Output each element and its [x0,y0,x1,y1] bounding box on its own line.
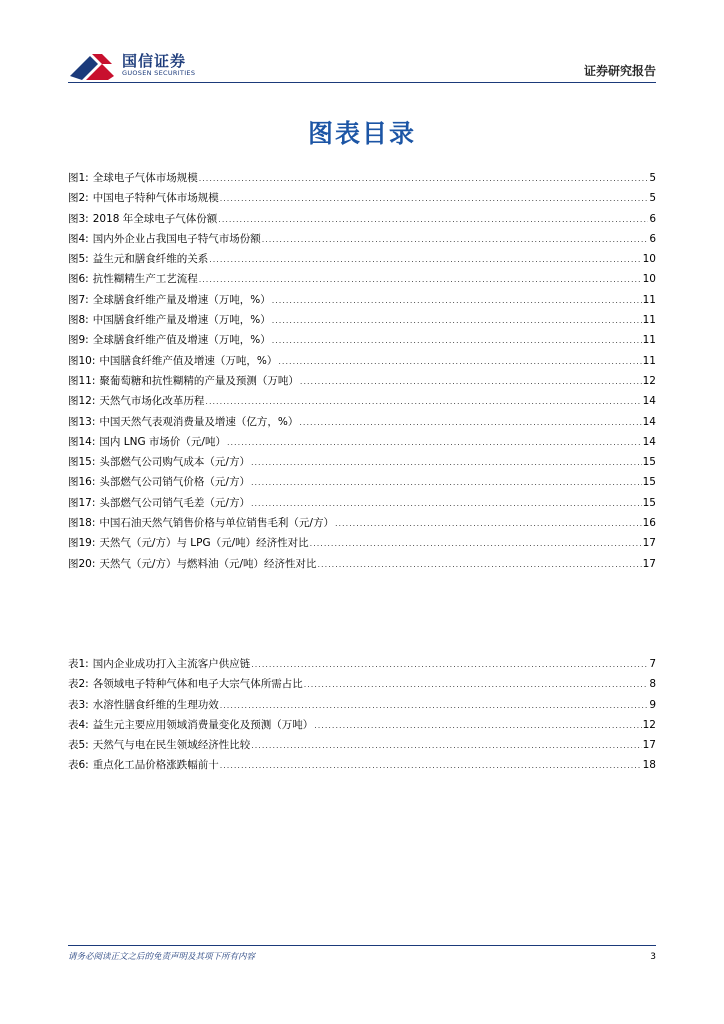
toc-entry-page: 12 [642,718,656,731]
toc-entry-title: 全球膳食纤维产量及增速（万吨，%） [92,293,271,306]
toc-entry-title: 国内企业成功打入主流客户供应链 [92,658,251,670]
toc-entry-label [68,393,204,408]
toc-entry-label [68,757,219,772]
toc-leader-dots [272,296,642,305]
toc-entry-page: 17 [642,537,656,550]
toc-entry-title: 2018 年全球电子气体份额 [92,212,218,225]
toc-entry-label [68,515,334,530]
toc-entry-number: 表6: [68,759,89,772]
toc-leader-dots [317,560,641,569]
toc-entry-label [68,535,309,550]
toc-entry[interactable] [68,556,656,576]
toc-entry-page: 6 [649,232,656,245]
toc-leader-dots [262,235,649,244]
toc-entry-number: 图20: [68,557,96,570]
toc-entry-title: 中国膳食纤维产量及增速（万吨，%） [92,314,271,327]
toc-leader-dots [299,418,641,427]
toc-entry-page: 11 [642,354,656,367]
toc-entry-number: 表3: [68,698,89,711]
page-number: 3 [650,952,656,962]
toc-entry-label [68,190,219,205]
toc-leader-dots [218,215,648,224]
toc-entry-title: 国内外企业占我国电子特气市场份额 [92,232,261,245]
toc-entry-title: 天然气市场化改革历程 [99,395,205,408]
toc-entry-number: 图16: [68,476,96,489]
toc-entry-number: 图4: [68,232,89,245]
toc-entry[interactable] [68,757,656,777]
toc-entry-label [68,332,271,347]
toc-entry-number: 表2: [68,678,89,691]
toc-entry-number: 图2: [68,192,89,205]
toc-leader-dots [314,721,641,730]
toc-entry-page: 14 [642,435,656,448]
toc-entry-number: 图13: [68,415,96,428]
toc-entry-number: 图14: [68,435,96,448]
toc-entry-page: 10 [642,253,656,266]
toc-entry-label [68,251,208,266]
toc-leader-dots [300,377,642,386]
toc-entry-number: 图8: [68,314,89,327]
toc-entry[interactable] [68,393,656,413]
report-type: 证券研究报告 [583,64,656,78]
toc-entry[interactable] [68,454,656,474]
toc-entry-page: 7 [649,658,656,670]
toc-leader-dots [199,275,642,284]
toc-entry[interactable] [68,251,656,271]
page-header [68,48,656,86]
toc-entry-page: 6 [649,212,656,225]
guosen-logo [68,48,208,84]
toc-leader-dots [227,438,642,447]
toc-entry-number: 表5: [68,739,89,752]
toc-leader-dots [205,397,641,406]
toc-entry-number: 图11: [68,374,96,387]
toc-leader-dots [251,478,642,487]
toc-entry-number: 图12: [68,395,96,408]
toc-entry-number: 图3: [68,212,89,225]
toc-leader-dots [304,680,649,689]
toc-entry[interactable] [68,170,656,190]
toc-entry-label [68,656,250,671]
toc-entry-title: 重点化工品价格涨跌幅前十 [92,759,219,772]
toc-entry[interactable] [68,271,656,291]
toc-entry[interactable] [68,697,656,717]
toc-entry[interactable] [68,434,656,454]
toc-entry-title: 水溶性膳食纤维的生理功效 [92,698,219,711]
toc-entry-label [68,676,303,691]
toc-entry-title: 聚葡萄糖和抗性糊精的产量及预测（万吨） [99,374,299,387]
toc-entry-page: 9 [649,698,656,711]
toc-leader-dots [220,701,649,710]
toc-leader-dots [251,499,642,508]
toc-entry-title: 全球膳食纤维产值及增速（万吨，%） [92,334,271,347]
toc-leader-dots [251,458,642,467]
toc-entry-number: 图7: [68,293,89,306]
toc-entry-label [68,414,298,429]
page-title: 图表目录 [307,119,416,148]
toc-leader-dots [209,255,641,264]
toc-entry-number: 表4: [68,718,89,731]
toc-entry-number: 图19: [68,537,96,550]
toc-leader-dots [335,519,642,528]
disclaimer-note: 请务必阅读正文之后的免责声明及其项下所有内容 [68,952,256,962]
toc-entry[interactable] [68,190,656,210]
header-divider [68,82,656,83]
toc-entry-number: 图9: [68,334,89,347]
toc-entry[interactable] [68,737,656,757]
toc-entry-title: 中国天然气表观消费量及增速（亿方，%） [99,415,299,428]
toc-entry-title: 全球电子气体市场规模 [92,172,198,184]
toc-entry[interactable] [68,495,656,515]
toc-entry-title: 天然气（元/方）与燃料油（元/吨）经济性对比 [99,557,317,570]
toc-entry-title: 国内 LNG 市场价（元/吨） [99,435,226,448]
toc-entry-title: 天然气（元/方）与 LPG（元/吨）经济性对比 [99,537,309,550]
toc-entry-number: 图15: [68,456,96,469]
toc-entry-label [68,737,250,752]
toc-entry-label [68,292,271,307]
toc-entry[interactable] [68,332,656,352]
toc-entry-page: 15 [642,476,656,489]
toc-entry-label [68,717,313,732]
toc-entry[interactable] [68,676,656,696]
toc-entry-page: 18 [642,759,656,772]
toc-entry-title: 抗性糊精生产工艺流程 [92,273,198,286]
toc-entry-label [68,231,261,246]
toc-leader-dots [251,741,641,750]
toc-leader-dots [272,316,642,325]
toc-entry-page: 10 [642,273,656,286]
toc-entry-title: 头部燃气公司销气价格（元/方） [99,476,250,489]
guosen-logo-icon [68,52,118,82]
toc-leader-dots [220,761,642,770]
toc-entry-page: 8 [649,678,656,691]
toc-entry-label [68,495,250,510]
table-list [68,656,656,778]
toc-entry-page: 15 [642,456,656,469]
toc-entry-label [68,474,250,489]
toc-entry[interactable] [68,373,656,393]
toc-entry-label [68,353,277,368]
toc-leader-dots [278,357,641,366]
toc-entry-title: 天然气与电在民生领域经济性比较 [92,739,251,752]
toc-entry-label [68,170,198,185]
toc-entry-number: 表1: [68,658,89,670]
toc-entry-page: 15 [642,496,656,509]
toc-entry-number: 图6: [68,273,89,286]
toc-entry-label [68,454,250,469]
toc-entry[interactable] [68,414,656,434]
toc-entry-label [68,312,271,327]
toc-entry-number: 图1: [68,172,89,184]
toc-entry-title: 头部燃气公司销气毛差（元/方） [99,496,250,509]
toc-entry-label [68,271,198,286]
toc-entry[interactable] [68,656,656,676]
toc-entry-label [68,697,219,712]
toc-entry-page: 14 [642,395,656,408]
toc-leader-dots [199,174,649,183]
toc-leader-dots [272,336,642,345]
toc-entry-label [68,211,217,226]
logo-english-name: GUOSEN SECURITIES [122,69,196,77]
toc-entry-page: 11 [642,293,656,306]
toc-leader-dots [220,194,649,203]
toc-entry[interactable] [68,211,656,231]
toc-entry-label [68,556,316,571]
toc-entry-number: 图10: [68,354,96,367]
toc-entry-page: 12 [642,374,656,387]
toc-entry-title: 各领域电子特种气体和电子大宗气体所需占比 [92,678,303,691]
toc-entry[interactable] [68,474,656,494]
logo-chinese-name: 国信证券 [122,52,187,70]
figure-list [68,170,656,576]
toc-entry-title: 益生元和膳食纤维的关系 [92,253,209,266]
toc-entry-number: 图18: [68,517,96,530]
toc-entry[interactable] [68,231,656,251]
toc-entry-number: 图17: [68,496,96,509]
toc-entry[interactable] [68,312,656,332]
toc-entry-page: 11 [642,334,656,347]
toc-entry-title: 中国石油天然气销售价格与单位销售毛利（元/方） [99,517,334,530]
toc-entry-title: 益生元主要应用领域消费量变化及预测（万吨） [92,718,314,731]
toc-entry-page: 16 [642,517,656,530]
toc-entry-page: 5 [649,192,656,205]
toc-entry-page: 14 [642,415,656,428]
toc-leader-dots [310,539,642,548]
toc-entry-page: 11 [642,314,656,327]
footer-divider [68,945,656,946]
toc-entry-number: 图5: [68,253,89,266]
toc-entry[interactable] [68,292,656,312]
toc-entry-page: 5 [649,172,656,184]
toc-entry[interactable] [68,717,656,737]
toc-entry-title: 中国膳食纤维产值及增速（万吨，%） [99,354,278,367]
toc-entry-label [68,373,299,388]
toc-entry[interactable] [68,515,656,535]
toc-entry[interactable] [68,535,656,555]
toc-entry-title: 头部燃气公司购气成本（元/方） [99,456,250,469]
toc-entry-page: 17 [642,739,656,752]
toc-entry[interactable] [68,353,656,373]
toc-leader-dots [251,660,648,669]
toc-entry-page: 17 [642,557,656,570]
toc-entry-title: 中国电子特种气体市场规模 [92,192,219,205]
toc-entry-label [68,434,226,449]
